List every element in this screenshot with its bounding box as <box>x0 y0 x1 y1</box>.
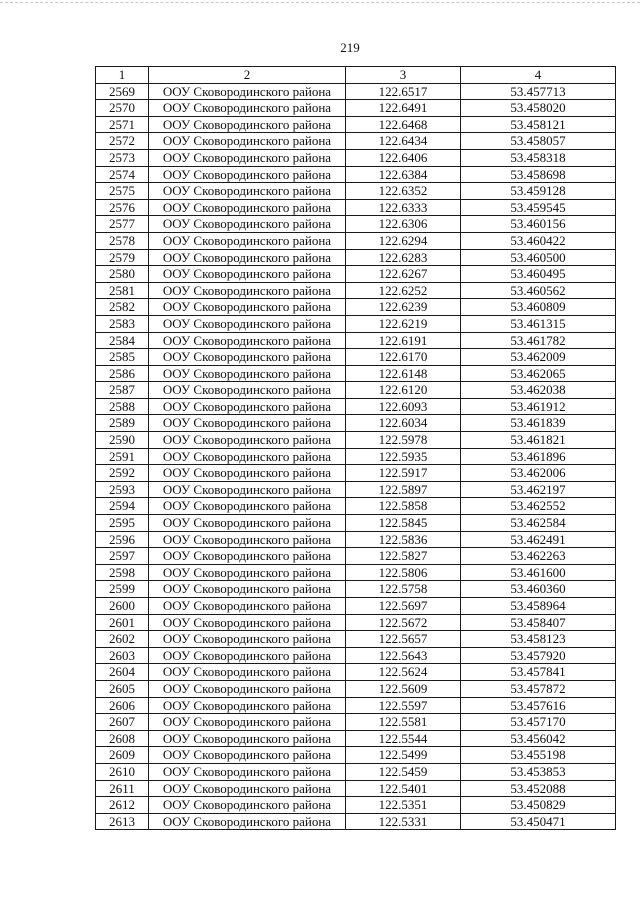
latitude-cell: 53.461912 <box>461 398 616 415</box>
point-number-cell: 2593 <box>96 481 149 498</box>
owner-name-cell: ООУ Сковородинского района <box>149 83 346 100</box>
latitude-cell: 53.462065 <box>461 365 616 382</box>
owner-name-cell: ООУ Сковородинского района <box>149 680 346 697</box>
latitude-cell: 53.461782 <box>461 332 616 349</box>
owner-name-cell: ООУ Сковородинского района <box>149 598 346 615</box>
table-row <box>96 266 616 283</box>
table-row <box>96 747 616 764</box>
longitude-cell: 122.5401 <box>346 780 461 797</box>
table-row <box>96 249 616 266</box>
owner-name-cell: ООУ Сковородинского района <box>149 299 346 316</box>
point-number-cell: 2583 <box>96 315 149 332</box>
longitude-cell: 122.5758 <box>346 581 461 598</box>
table-row <box>96 100 616 117</box>
owner-name-cell: ООУ Сковородинского района <box>149 133 346 150</box>
longitude-cell: 122.5544 <box>346 730 461 747</box>
top-scan-edge <box>0 2 640 3</box>
table-row <box>96 581 616 598</box>
latitude-cell: 53.462197 <box>461 481 616 498</box>
longitude-cell: 122.6283 <box>346 249 461 266</box>
latitude-cell: 53.457616 <box>461 697 616 714</box>
longitude-cell: 122.6294 <box>346 232 461 249</box>
latitude-cell: 53.460562 <box>461 282 616 299</box>
table-row <box>96 631 616 648</box>
owner-name-cell: ООУ Сковородинского района <box>149 481 346 498</box>
latitude-cell: 53.461315 <box>461 315 616 332</box>
longitude-cell: 122.6406 <box>346 149 461 166</box>
table-row <box>96 398 616 415</box>
table-row <box>96 133 616 150</box>
longitude-cell: 122.5597 <box>346 697 461 714</box>
column-header-2: 2 <box>149 67 346 84</box>
table-row <box>96 282 616 299</box>
point-number-cell: 2604 <box>96 664 149 681</box>
table-row <box>96 382 616 399</box>
longitude-cell: 122.6306 <box>346 216 461 233</box>
owner-name-cell: ООУ Сковородинского района <box>149 199 346 216</box>
owner-name-cell: ООУ Сковородинского района <box>149 697 346 714</box>
table-header-row <box>96 67 616 84</box>
owner-name-cell: ООУ Сковородинского района <box>149 581 346 598</box>
longitude-cell: 122.5827 <box>346 548 461 565</box>
owner-name-cell: ООУ Сковородинского района <box>149 415 346 432</box>
owner-name-cell: ООУ Сковородинского района <box>149 465 346 482</box>
table-row <box>96 349 616 366</box>
latitude-cell: 53.453853 <box>461 763 616 780</box>
table-row <box>96 183 616 200</box>
owner-name-cell: ООУ Сковородинского района <box>149 797 346 814</box>
page-number: 219 <box>340 40 360 55</box>
owner-name-cell: ООУ Сковородинского района <box>149 647 346 664</box>
point-number-cell: 2577 <box>96 216 149 233</box>
table-row <box>96 166 616 183</box>
point-number-cell: 2595 <box>96 515 149 532</box>
owner-name-cell: ООУ Сковородинского района <box>149 382 346 399</box>
longitude-cell: 122.5643 <box>346 647 461 664</box>
table-row <box>96 83 616 100</box>
table-row <box>96 415 616 432</box>
table-row <box>96 531 616 548</box>
point-number-cell: 2587 <box>96 382 149 399</box>
latitude-cell: 53.458698 <box>461 166 616 183</box>
owner-name-cell: ООУ Сковородинского района <box>149 365 346 382</box>
table-row <box>96 432 616 449</box>
table-row <box>96 730 616 747</box>
latitude-cell: 53.462584 <box>461 515 616 532</box>
point-number-cell: 2591 <box>96 448 149 465</box>
latitude-cell: 53.462009 <box>461 349 616 366</box>
latitude-cell: 53.459128 <box>461 183 616 200</box>
latitude-cell: 53.460422 <box>461 232 616 249</box>
owner-name-cell: ООУ Сковородинского района <box>149 166 346 183</box>
latitude-cell: 53.462006 <box>461 465 616 482</box>
point-number-cell: 2592 <box>96 465 149 482</box>
latitude-cell: 53.450829 <box>461 797 616 814</box>
owner-name-cell: ООУ Сковородинского района <box>149 398 346 415</box>
point-number-cell: 2601 <box>96 614 149 631</box>
owner-name-cell: ООУ Сковородинского района <box>149 332 346 349</box>
latitude-cell: 53.462491 <box>461 531 616 548</box>
owner-name-cell: ООУ Сковородинского района <box>149 349 346 366</box>
latitude-cell: 53.460360 <box>461 581 616 598</box>
owner-name-cell: ООУ Сковородинского района <box>149 216 346 233</box>
point-number-cell: 2588 <box>96 398 149 415</box>
latitude-cell: 53.458964 <box>461 598 616 615</box>
column-header-1: 1 <box>96 67 149 84</box>
point-number-cell: 2590 <box>96 432 149 449</box>
point-number-cell: 2573 <box>96 149 149 166</box>
owner-name-cell: ООУ Сковородинского района <box>149 747 346 764</box>
longitude-cell: 122.6384 <box>346 166 461 183</box>
longitude-cell: 122.6191 <box>346 332 461 349</box>
longitude-cell: 122.6148 <box>346 365 461 382</box>
latitude-cell: 53.452088 <box>461 780 616 797</box>
table-row <box>96 780 616 797</box>
latitude-cell: 53.457713 <box>461 83 616 100</box>
longitude-cell: 122.5935 <box>346 448 461 465</box>
longitude-cell: 122.6170 <box>346 349 461 366</box>
latitude-cell: 53.457920 <box>461 647 616 664</box>
point-number-cell: 2598 <box>96 564 149 581</box>
latitude-cell: 53.458123 <box>461 631 616 648</box>
table-row <box>96 149 616 166</box>
table-row <box>96 365 616 382</box>
owner-name-cell: ООУ Сковородинского района <box>149 183 346 200</box>
point-number-cell: 2610 <box>96 763 149 780</box>
owner-name-cell: ООУ Сковородинского района <box>149 515 346 532</box>
longitude-cell: 122.5351 <box>346 797 461 814</box>
longitude-cell: 122.6517 <box>346 83 461 100</box>
latitude-cell: 53.458057 <box>461 133 616 150</box>
table-row <box>96 714 616 731</box>
table-row <box>96 564 616 581</box>
longitude-cell: 122.5624 <box>346 664 461 681</box>
owner-name-cell: ООУ Сковородинского района <box>149 564 346 581</box>
longitude-cell: 122.5978 <box>346 432 461 449</box>
longitude-cell: 122.6239 <box>346 299 461 316</box>
longitude-cell: 122.5845 <box>346 515 461 532</box>
point-number-cell: 2611 <box>96 780 149 797</box>
column-header-3: 3 <box>346 67 461 84</box>
owner-name-cell: ООУ Сковородинского района <box>149 664 346 681</box>
latitude-cell: 53.459545 <box>461 199 616 216</box>
table-row <box>96 598 616 615</box>
point-number-cell: 2584 <box>96 332 149 349</box>
longitude-cell: 122.6120 <box>346 382 461 399</box>
table-row <box>96 515 616 532</box>
point-number-cell: 2570 <box>96 100 149 117</box>
owner-name-cell: ООУ Сковородинского района <box>149 149 346 166</box>
point-number-cell: 2607 <box>96 714 149 731</box>
point-number-cell: 2606 <box>96 697 149 714</box>
table-row <box>96 680 616 697</box>
column-header-4: 4 <box>461 67 616 84</box>
coordinates-table <box>95 66 616 830</box>
point-number-cell: 2594 <box>96 498 149 515</box>
point-number-cell: 2613 <box>96 813 149 830</box>
table-row <box>96 548 616 565</box>
latitude-cell: 53.457170 <box>461 714 616 731</box>
longitude-cell: 122.5609 <box>346 680 461 697</box>
owner-name-cell: ООУ Сковородинского района <box>149 116 346 133</box>
table-row <box>96 299 616 316</box>
owner-name-cell: ООУ Сковородинского района <box>149 531 346 548</box>
point-number-cell: 2612 <box>96 797 149 814</box>
owner-name-cell: ООУ Сковородинского района <box>149 315 346 332</box>
table-row <box>96 614 616 631</box>
owner-name-cell: ООУ Сковородинского района <box>149 249 346 266</box>
latitude-cell: 53.458318 <box>461 149 616 166</box>
owner-name-cell: ООУ Сковородинского района <box>149 282 346 299</box>
longitude-cell: 122.6252 <box>346 282 461 299</box>
longitude-cell: 122.5897 <box>346 481 461 498</box>
latitude-cell: 53.458121 <box>461 116 616 133</box>
latitude-cell: 53.456042 <box>461 730 616 747</box>
longitude-cell: 122.5697 <box>346 598 461 615</box>
latitude-cell: 53.458407 <box>461 614 616 631</box>
latitude-cell: 53.455198 <box>461 747 616 764</box>
point-number-cell: 2582 <box>96 299 149 316</box>
table-row <box>96 481 616 498</box>
table-row <box>96 647 616 664</box>
owner-name-cell: ООУ Сковородинского района <box>149 448 346 465</box>
longitude-cell: 122.6093 <box>346 398 461 415</box>
owner-name-cell: ООУ Сковородинского района <box>149 432 346 449</box>
table-row <box>96 763 616 780</box>
table-row <box>96 797 616 814</box>
table-row <box>96 813 616 830</box>
point-number-cell: 2574 <box>96 166 149 183</box>
point-number-cell: 2597 <box>96 548 149 565</box>
longitude-cell: 122.6491 <box>346 100 461 117</box>
latitude-cell: 53.461600 <box>461 564 616 581</box>
latitude-cell: 53.462038 <box>461 382 616 399</box>
latitude-cell: 53.462552 <box>461 498 616 515</box>
longitude-cell: 122.5499 <box>346 747 461 764</box>
point-number-cell: 2581 <box>96 282 149 299</box>
latitude-cell: 53.461821 <box>461 432 616 449</box>
point-number-cell: 2576 <box>96 199 149 216</box>
owner-name-cell: ООУ Сковородинского района <box>149 100 346 117</box>
point-number-cell: 2578 <box>96 232 149 249</box>
point-number-cell: 2569 <box>96 83 149 100</box>
longitude-cell: 122.6468 <box>346 116 461 133</box>
latitude-cell: 53.462263 <box>461 548 616 565</box>
latitude-cell: 53.457841 <box>461 664 616 681</box>
point-number-cell: 2603 <box>96 647 149 664</box>
point-number-cell: 2596 <box>96 531 149 548</box>
table-row <box>96 232 616 249</box>
longitude-cell: 122.5657 <box>346 631 461 648</box>
table-row <box>96 216 616 233</box>
latitude-cell: 53.458020 <box>461 100 616 117</box>
table-row <box>96 465 616 482</box>
owner-name-cell: ООУ Сковородинского района <box>149 266 346 283</box>
longitude-cell: 122.6034 <box>346 415 461 432</box>
point-number-cell: 2585 <box>96 349 149 366</box>
point-number-cell: 2575 <box>96 183 149 200</box>
owner-name-cell: ООУ Сковородинского района <box>149 548 346 565</box>
owner-name-cell: ООУ Сковородинского района <box>149 232 346 249</box>
latitude-cell: 53.461896 <box>461 448 616 465</box>
longitude-cell: 122.5917 <box>346 465 461 482</box>
point-number-cell: 2572 <box>96 133 149 150</box>
point-number-cell: 2609 <box>96 747 149 764</box>
longitude-cell: 122.6333 <box>346 199 461 216</box>
latitude-cell: 53.461839 <box>461 415 616 432</box>
longitude-cell: 122.5858 <box>346 498 461 515</box>
longitude-cell: 122.6219 <box>346 315 461 332</box>
longitude-cell: 122.6434 <box>346 133 461 150</box>
point-number-cell: 2589 <box>96 415 149 432</box>
owner-name-cell: ООУ Сковородинского района <box>149 780 346 797</box>
longitude-cell: 122.6267 <box>346 266 461 283</box>
point-number-cell: 2600 <box>96 598 149 615</box>
point-number-cell: 2586 <box>96 365 149 382</box>
longitude-cell: 122.5459 <box>346 763 461 780</box>
table-row <box>96 448 616 465</box>
point-number-cell: 2608 <box>96 730 149 747</box>
owner-name-cell: ООУ Сковородинского района <box>149 498 346 515</box>
latitude-cell: 53.460156 <box>461 216 616 233</box>
owner-name-cell: ООУ Сковородинского района <box>149 631 346 648</box>
table-row <box>96 697 616 714</box>
latitude-cell: 53.460495 <box>461 266 616 283</box>
point-number-cell: 2599 <box>96 581 149 598</box>
owner-name-cell: ООУ Сковородинского района <box>149 813 346 830</box>
longitude-cell: 122.5836 <box>346 531 461 548</box>
longitude-cell: 122.5581 <box>346 714 461 731</box>
table-row <box>96 498 616 515</box>
point-number-cell: 2602 <box>96 631 149 648</box>
latitude-cell: 53.457872 <box>461 680 616 697</box>
longitude-cell: 122.5331 <box>346 813 461 830</box>
owner-name-cell: ООУ Сковородинского района <box>149 614 346 631</box>
latitude-cell: 53.460500 <box>461 249 616 266</box>
longitude-cell: 122.5672 <box>346 614 461 631</box>
table-body <box>96 83 616 830</box>
point-number-cell: 2605 <box>96 680 149 697</box>
point-number-cell: 2579 <box>96 249 149 266</box>
table-row <box>96 332 616 349</box>
owner-name-cell: ООУ Сковородинского района <box>149 730 346 747</box>
point-number-cell: 2571 <box>96 116 149 133</box>
table-row <box>96 199 616 216</box>
point-number-cell: 2580 <box>96 266 149 283</box>
latitude-cell: 53.460809 <box>461 299 616 316</box>
owner-name-cell: ООУ Сковородинского района <box>149 714 346 731</box>
longitude-cell: 122.6352 <box>346 183 461 200</box>
table-row <box>96 664 616 681</box>
table-row <box>96 116 616 133</box>
longitude-cell: 122.5806 <box>346 564 461 581</box>
latitude-cell: 53.450471 <box>461 813 616 830</box>
owner-name-cell: ООУ Сковородинского района <box>149 763 346 780</box>
table-row <box>96 315 616 332</box>
